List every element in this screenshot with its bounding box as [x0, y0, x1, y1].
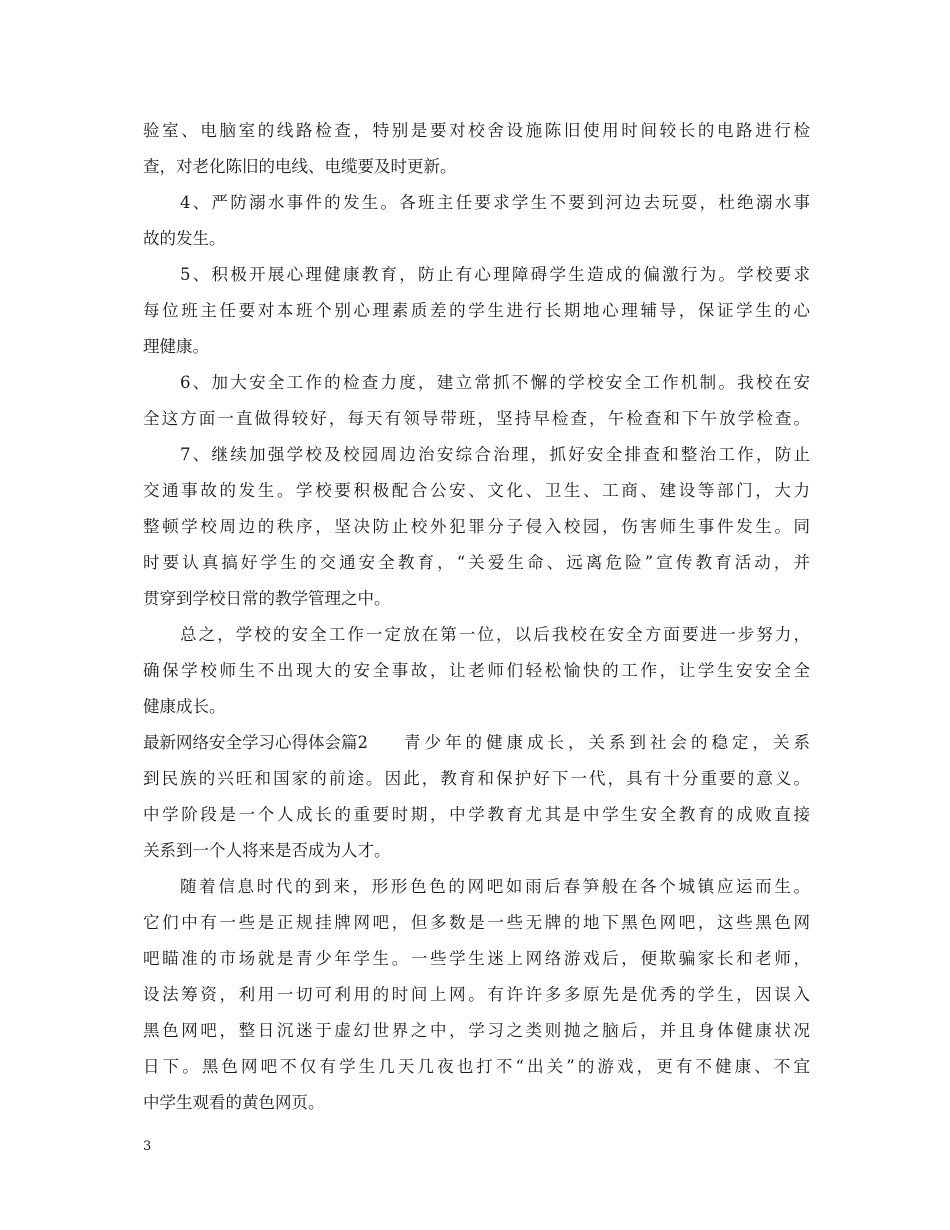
text-line: 贯穿到学校日常的教学管理之中。 [143, 589, 391, 608]
text-line: 设法筹资，利用一切可利用的时间上网。有许许多多原先是优秀的学生，因误入 [143, 985, 810, 1004]
text-line: 中学阶段是一个人成长的重要时期，中学教育尤其是中学生安全教育的成败直接 [143, 805, 810, 824]
section-heading: 最新网络安全学习心得体会篇2 [143, 733, 368, 752]
text-line: 验室、电脑室的线路检查，特别是要对校舍设施陈旧使用时间较长的电路进行检 [143, 121, 810, 140]
text-line: 每位班主任要对本班个别心理素质差的学生进行长期地心理辅导，保证学生的心 [143, 301, 810, 320]
text-line: 6、加大安全工作的检查力度，建立常抓不懈的学校安全工作机制。我校在安 [180, 373, 810, 392]
text-line: 关系到一个人将来是否成为人才。 [143, 841, 391, 860]
text-line: 全这方面一直做得较好，每天有领导带班，坚持早检查，午检查和下午放学检查。 [143, 409, 810, 428]
text-line: 理健康。 [143, 337, 209, 356]
text-line: 中学生观看的黄色网页。 [143, 1093, 325, 1112]
text-line: 它们中有一些是正规挂牌网吧，但多数是一些无牌的地下黑色网吧，这些黑色网 [143, 913, 810, 932]
text-line: 黑色网吧，整日沉迷于虚幻世界之中，学习之类则抛之脑后，并且身体健康状况 [143, 1021, 810, 1040]
text-line: 4、严防溺水事件的发生。各班主任要求学生不要到河边去玩耍，杜绝溺水事 [180, 193, 810, 212]
text-line: 青少年的健康成长，关系到社会的稳定，关系 [404, 733, 810, 752]
text-line: 5、积极开展心理健康教育，防止有心理障碍学生造成的偏激行为。学校要求 [180, 265, 810, 284]
text-line: 时要认真搞好学生的交通安全教育，“关爱生命、远离危险”宣传教育活动，并 [143, 553, 810, 572]
text-line: 交通事故的发生。学校要积极配合公安、文化、卫生、工商、建设等部门，大力 [143, 481, 810, 500]
page-number: 3 [143, 1139, 152, 1154]
text-line: 确保学校师生不出现大的安全事故，让老师们轻松愉快的工作，让学生安安全全 [143, 661, 810, 680]
text-line: 日下。黑色网吧不仅有学生几天几夜也打不“出关”的游戏，更有不健康、不宜 [143, 1057, 810, 1076]
text-line: 到民族的兴旺和国家的前途。因此，教育和保护好下一代，具有十分重要的意义。 [143, 769, 810, 788]
text-line: 故的发生。 [143, 229, 226, 248]
text-line: 查，对老化陈旧的电线、电缆要及时更新。 [143, 157, 457, 176]
text-line: 随着信息时代的到来，形形色色的网吧如雨后春笋般在各个城镇应运而生。 [180, 877, 810, 896]
text-line: 7、继续加强学校及校园周边治安综合治理，抓好安全排查和整治工作，防止 [180, 445, 810, 464]
text-line: 整顿学校周边的秩序，坚决防止校外犯罪分子侵入校园，伤害师生事件发生。同 [143, 517, 810, 536]
document-body [143, 113, 810, 1121]
text-line: 总之，学校的安全工作一定放在第一位，以后我校在安全方面要进一步努力， [180, 625, 810, 644]
section-heading-line [143, 725, 810, 761]
text-line: 吧瞄准的市场就是青少年学生。一些学生迷上网络游戏后，便欺骗家长和老师， [143, 949, 810, 968]
text-line: 健康成长。 [143, 697, 226, 716]
